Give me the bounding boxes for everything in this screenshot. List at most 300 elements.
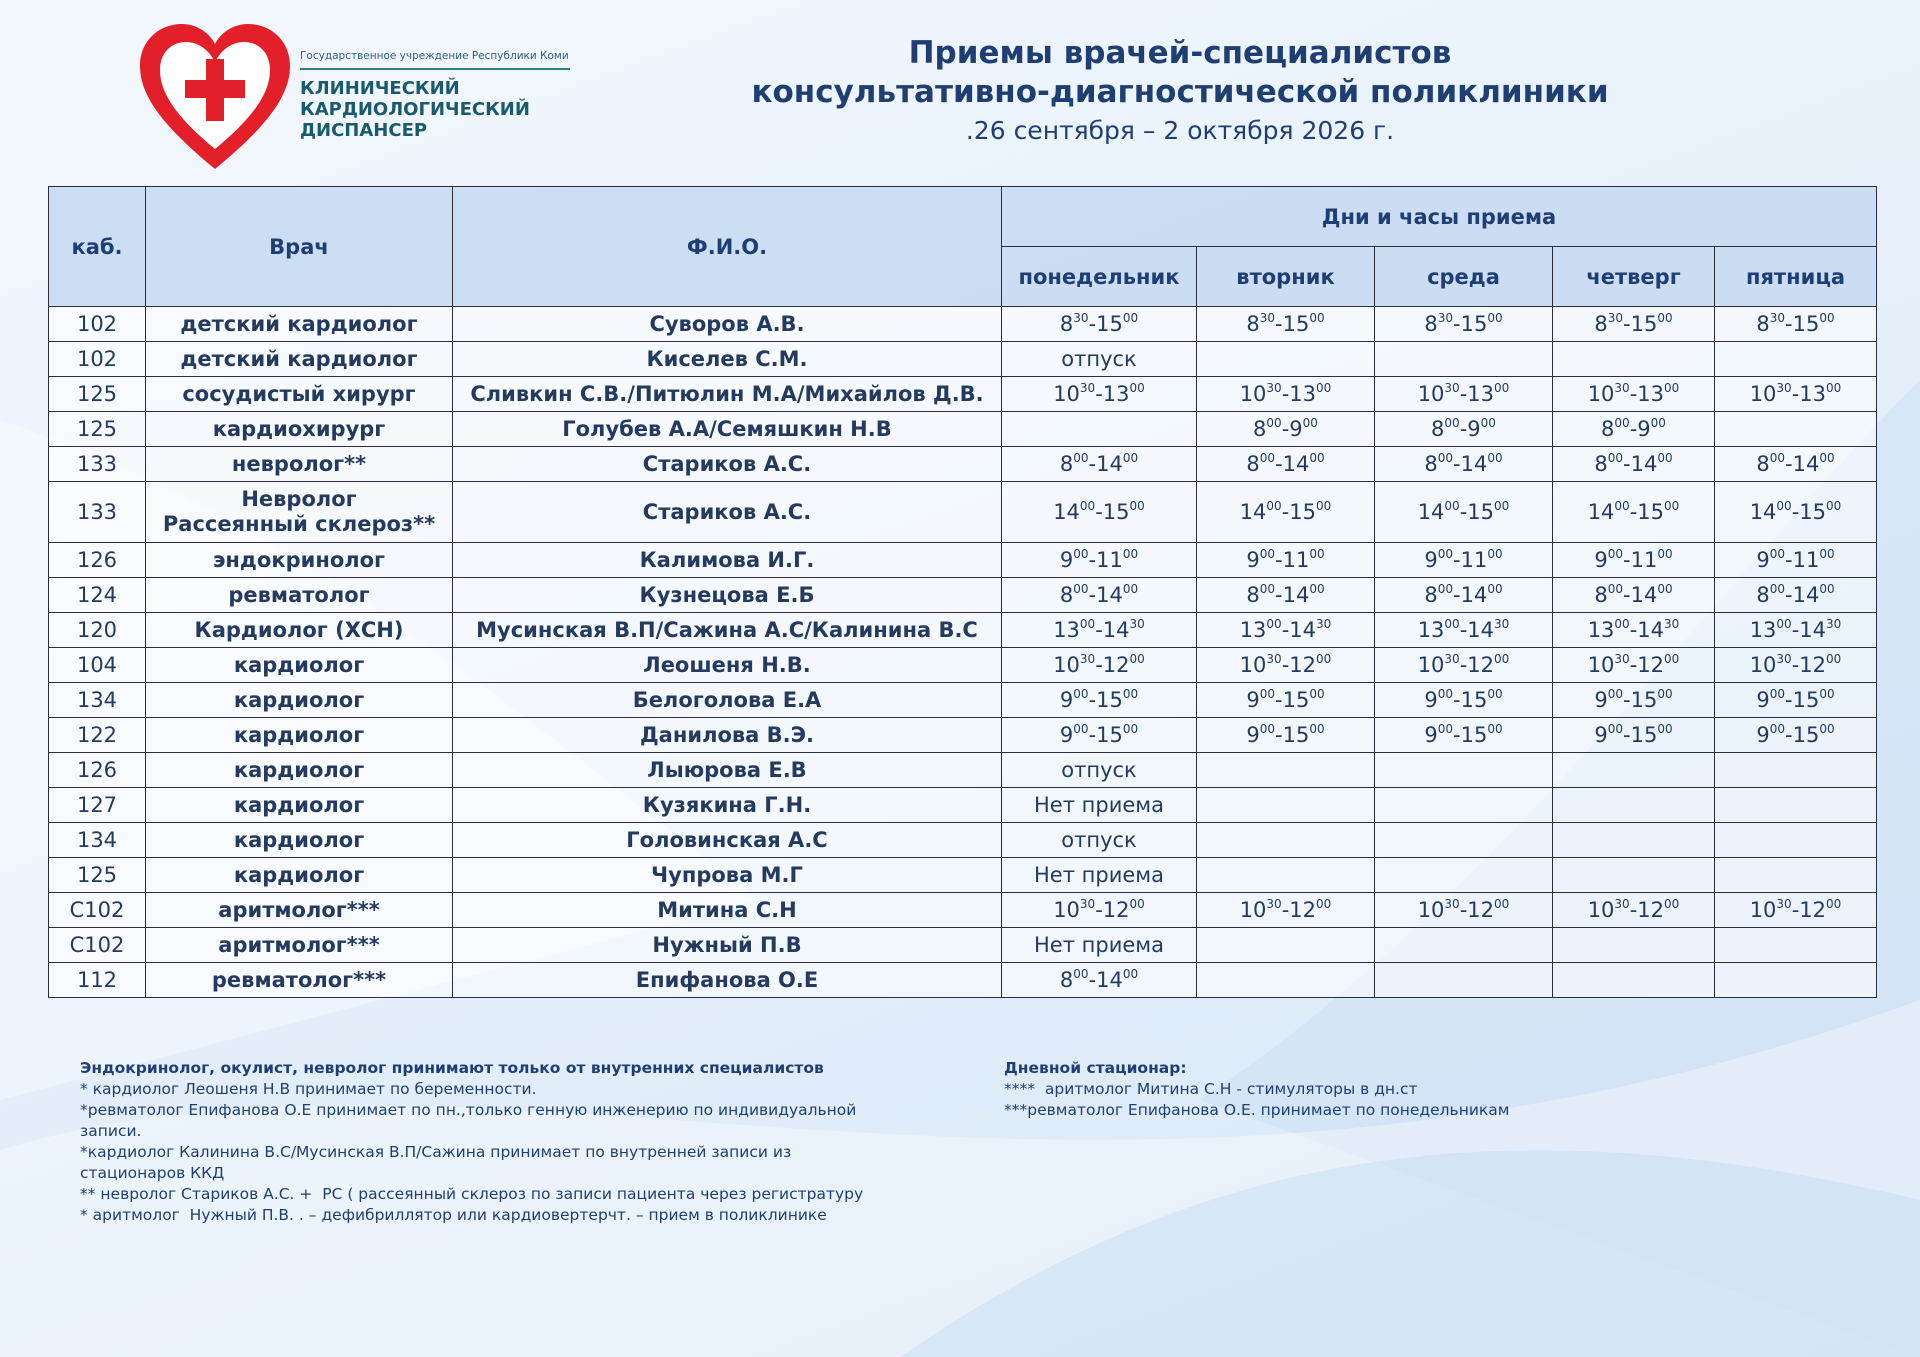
cell-specialty [146,482,453,543]
cell-hours [1375,683,1553,718]
end-hour: 15 [1096,722,1123,747]
start-hour: 10 [1053,897,1080,922]
cell-hours [1002,963,1197,998]
cell-hours [1002,683,1197,718]
start-hour: 10 [1239,652,1267,677]
notes-left-heading: Эндокринолог, окулист, невролог принимают только от внутренних специалистов [80,1059,824,1077]
time-range: $8^{30}-15^{00}$ [1424,310,1503,336]
end-minute: 00 [1302,415,1318,430]
table-row [49,753,1877,788]
end-minute: 30 [1826,616,1842,631]
header-specialty: Врач [146,187,453,307]
cell-room: 133 [49,482,146,543]
start-minute: 00 [1769,721,1786,736]
cell-hours [1375,307,1553,342]
cell-hours [1375,823,1553,858]
specialty-line: эндокринолог [212,547,386,572]
start-minute: 30 [1079,896,1096,911]
cell-hours [1553,412,1715,447]
cell-hours [1002,543,1197,578]
cell-room: 112 [49,963,146,998]
time-range: $8^{00}-14^{00}$ [1246,450,1325,476]
cell-hours [1553,823,1715,858]
table-row [49,342,1877,377]
cell-hours [1715,412,1877,447]
cell-doctor-name: Нужный П.В [453,928,1002,963]
cell-specialty [146,753,453,788]
logo-name-line-3: ДИСПАНСЕР [300,120,428,141]
end-hour: 14 [1289,617,1317,642]
start-hour: 13 [1749,617,1777,642]
cell-hours [1002,447,1197,482]
status-text: отпуск [1061,346,1137,371]
start-hour: 13 [1053,617,1080,642]
end-hour: 15 [1630,687,1658,712]
cell-room: 133 [49,447,146,482]
time-range: $9^{00}-11^{00}$ [1594,546,1673,572]
end-minute: 30 [1664,616,1680,631]
start-hour: 8 [1424,582,1438,607]
cell-room: 127 [49,788,146,823]
time-range: $9^{00}-15^{00}$ [1424,686,1503,712]
end-hour: 12 [1799,652,1827,677]
end-hour: 15 [1102,499,1130,524]
cell-hours [1375,893,1553,928]
table-row [49,823,1877,858]
start-hour: 8 [1594,311,1608,336]
start-hour: 10 [1587,897,1615,922]
start-minute: 00 [1437,546,1454,561]
end-hour: 13 [1467,381,1495,406]
table-row [49,648,1877,683]
end-minute: 00 [1487,310,1503,325]
start-hour: 8 [1246,311,1260,336]
time-range: $10^{30}-13^{00}$ [1587,380,1680,406]
start-minute: 00 [1607,581,1624,596]
logo-org: Государственное учреждение Республики Коми [300,50,570,70]
start-minute: 30 [1769,310,1786,325]
start-hour: 10 [1749,652,1777,677]
start-minute: 00 [1079,498,1096,513]
cell-doctor-name: Кузнецова Е.Б [453,578,1002,613]
time-range: $8^{00}-14^{00}$ [1424,581,1503,607]
end-minute: 00 [1494,896,1510,911]
end-minute: 00 [1129,651,1145,666]
end-minute: 00 [1122,546,1139,561]
end-hour: 14 [1630,451,1658,476]
end-hour: 15 [1282,687,1310,712]
start-minute: 00 [1614,415,1630,430]
cell-doctor-name: Стариков А.С. [453,447,1002,482]
cell-hours [1553,788,1715,823]
end-hour: 15 [1096,687,1123,712]
header-day-mon: понедельник [1002,247,1197,307]
time-range: $10^{30}-12^{00}$ [1749,651,1842,677]
start-hour: 8 [1059,582,1074,607]
time-range: $9^{00}-15^{00}$ [1756,686,1835,712]
cell-hours [1375,543,1553,578]
end-hour: 14 [1282,451,1310,476]
time-range: $8^{00}-9^{00}$ [1431,415,1496,441]
time-range: $10^{30}-12^{00}$ [1053,896,1145,922]
schedule-table [48,186,1877,998]
cell-doctor-name: Белоголова Е.А [453,683,1002,718]
cell-specialty [146,342,453,377]
end-hour: 15 [1289,499,1317,524]
note-line: **** аритмолог Митина С.Н - стимуляторы в дн.ст [1004,1080,1418,1098]
start-minute: 30 [1079,380,1096,395]
end-minute: 00 [1316,896,1332,911]
cell-hours [1002,377,1197,412]
cell-doctor-name: Чупрова М.Г [453,858,1002,893]
start-minute: 00 [1073,450,1089,465]
cell-hours [1715,963,1877,998]
end-minute: 00 [1494,651,1510,666]
cell-hours [1002,307,1197,342]
status-text: Нет приема [1034,932,1164,957]
time-range: $8^{00}-14^{00}$ [1059,581,1139,607]
logo-name [300,78,570,141]
end-hour: 14 [1096,967,1123,992]
cell-hours [1197,788,1375,823]
cell-hours [1553,613,1715,648]
cell-doctor-name: Головинская А.С [453,823,1002,858]
start-hour: 14 [1239,499,1267,524]
cell-hours [1002,858,1197,893]
time-range: $9^{00}-11^{00}$ [1246,546,1325,572]
start-hour: 8 [1059,311,1074,336]
table-row [49,447,1877,482]
end-hour: 15 [1637,499,1665,524]
note-line: *ревматолог Епифанова О.Е принимает по пн.,только генную инженерию по индивидуальной записи. [80,1101,862,1140]
end-hour: 12 [1289,652,1317,677]
start-minute: 30 [1607,310,1624,325]
start-hour: 8 [1059,967,1074,992]
time-range: $8^{00}-14^{00}$ [1424,450,1503,476]
start-minute: 30 [1614,380,1630,395]
cell-hours [1553,858,1715,893]
cell-room: С102 [49,928,146,963]
note-line: ** невролог Стариков А.С. + РС ( рассеянный склероз по записи пациента через регистратуру [80,1185,864,1203]
end-hour: 15 [1282,722,1310,747]
time-range: $8^{00}-14^{00}$ [1059,966,1139,992]
cell-hours [1197,753,1375,788]
cell-hours [1197,893,1375,928]
end-minute: 00 [1122,966,1139,981]
specialty-line: кардиолог [233,687,365,712]
specialty-line: Невролог [241,487,357,511]
start-minute: 00 [1073,546,1089,561]
specialty-line: ревматолог [228,582,370,607]
end-hour: 14 [1460,582,1488,607]
start-hour: 8 [1424,451,1438,476]
end-minute: 00 [1487,581,1503,596]
notes-right-heading: Дневной стационар: [1004,1059,1187,1077]
time-range: $10^{30}-12^{00}$ [1749,896,1842,922]
cell-hours [1553,543,1715,578]
end-hour: 12 [1799,897,1827,922]
end-minute: 30 [1494,616,1510,631]
start-hour: 10 [1417,897,1445,922]
end-minute: 00 [1657,686,1673,701]
start-hour: 9 [1424,547,1438,572]
time-range: $8^{30}-15^{00}$ [1756,310,1835,336]
cell-hours [1375,928,1553,963]
table-row [49,718,1877,753]
start-minute: 00 [1769,450,1786,465]
start-minute: 00 [1259,546,1276,561]
title-line-1: Приемы врачей-специалистов [908,35,1452,71]
cell-hours [1375,342,1553,377]
start-minute: 00 [1259,581,1276,596]
start-minute: 00 [1614,616,1630,631]
cell-doctor-name: Суворов А.В. [453,307,1002,342]
end-hour: 15 [1460,687,1488,712]
time-range: $10^{30}-12^{00}$ [1417,896,1510,922]
start-hour: 10 [1053,381,1080,406]
end-minute: 00 [1309,450,1325,465]
time-range: $9^{00}-15^{00}$ [1059,686,1139,712]
cell-hours [1197,823,1375,858]
end-minute: 00 [1122,581,1139,596]
time-range: $8^{00}-14^{00}$ [1246,581,1325,607]
end-hour: 15 [1460,722,1488,747]
cell-hours [1375,858,1553,893]
end-minute: 00 [1657,581,1673,596]
cell-hours [1375,718,1553,753]
end-minute: 00 [1122,686,1139,701]
end-minute: 00 [1487,546,1503,561]
start-minute: 00 [1444,415,1460,430]
cell-hours [1715,482,1877,543]
cell-hours [1553,342,1715,377]
table-row [49,377,1877,412]
cell-hours [1197,683,1375,718]
cell-hours [1197,342,1375,377]
note-line: * кардиолог Леошеня Н.В принимает по беременности. [80,1080,537,1098]
time-range: $9^{00}-15^{00}$ [1594,721,1673,747]
cell-doctor-name: Леошеня Н.В. [453,648,1002,683]
time-range: $9^{00}-11^{00}$ [1059,546,1139,572]
end-hour: 15 [1460,311,1488,336]
time-range: $10^{30}-12^{00}$ [1587,896,1680,922]
start-minute: 00 [1444,498,1460,513]
start-hour: 10 [1749,897,1777,922]
cell-specialty [146,683,453,718]
start-hour: 9 [1059,687,1074,712]
cell-hours [1375,613,1553,648]
specialty-line: кардиолог [233,827,365,852]
cell-specialty [146,858,453,893]
start-hour: 13 [1239,617,1267,642]
cell-hours [1197,718,1375,753]
cell-hours [1715,648,1877,683]
specialty-line: невролог** [231,451,367,476]
start-hour: 9 [1594,547,1608,572]
end-hour: 14 [1637,617,1665,642]
cell-hours [1002,342,1197,377]
specialty-line: детский кардиолог [180,346,418,371]
start-minute: 00 [1437,581,1454,596]
end-minute: 00 [1826,896,1842,911]
start-minute: 30 [1073,310,1089,325]
logo-text [300,50,570,141]
cell-specialty [146,718,453,753]
start-minute: 30 [1259,310,1276,325]
start-minute: 30 [1444,896,1460,911]
time-range: $13^{00}-14^{30}$ [1417,616,1510,642]
end-minute: 00 [1316,498,1332,513]
specialty-line: аритмолог*** [218,897,380,922]
end-hour: 15 [1282,311,1310,336]
logo-name-line-1: КЛИНИЧЕСКИЙ [300,78,460,99]
time-range: $13^{00}-14^{30}$ [1749,616,1842,642]
cell-hours [1715,578,1877,613]
specialty-line: аритмолог*** [218,932,380,957]
start-minute: 30 [1266,380,1282,395]
start-minute: 30 [1614,896,1630,911]
cell-hours [1553,718,1715,753]
start-hour: 8 [1424,311,1438,336]
end-hour: 14 [1102,617,1130,642]
specialty-line: ревматолог*** [211,967,387,992]
start-minute: 30 [1444,380,1460,395]
cell-specialty [146,412,453,447]
notes-right [1004,1058,1604,1121]
time-range: $13^{00}-14^{30}$ [1239,616,1332,642]
start-hour: 9 [1246,722,1260,747]
cell-hours [1553,683,1715,718]
end-minute: 00 [1487,450,1503,465]
table-row [49,412,1877,447]
time-range: $10^{30}-13^{00}$ [1749,380,1842,406]
start-hour: 10 [1587,652,1615,677]
start-minute: 30 [1437,310,1454,325]
start-minute: 00 [1266,616,1282,631]
header-day-wed: среда [1375,247,1553,307]
start-minute: 30 [1614,651,1630,666]
cell-hours [1715,307,1877,342]
status-text: отпуск [1061,827,1137,852]
end-minute: 00 [1487,721,1503,736]
end-minute: 00 [1309,686,1325,701]
cell-hours [1715,753,1877,788]
end-hour: 14 [1096,451,1123,476]
end-hour: 12 [1637,897,1665,922]
end-hour: 9 [1289,416,1303,441]
time-range: $8^{00}-14^{00}$ [1756,581,1835,607]
time-range: $10^{30}-12^{00}$ [1239,651,1332,677]
start-minute: 00 [1259,721,1276,736]
start-minute: 30 [1079,651,1096,666]
cell-specialty [146,578,453,613]
note-line: * аритмолог Нужный П.В. . – дефибриллятор или кардиовертерчт. – прием в поликлинике [80,1206,827,1224]
cell-doctor-name: Калимова И.Г. [453,543,1002,578]
cell-hours [1002,753,1197,788]
start-hour: 9 [1424,722,1438,747]
cell-hours [1197,447,1375,482]
cell-room: 120 [49,613,146,648]
time-range: $8^{30}-15^{00}$ [1246,310,1325,336]
end-minute: 00 [1316,651,1332,666]
end-minute: 00 [1129,896,1145,911]
end-hour: 15 [1792,311,1820,336]
end-minute: 00 [1316,380,1332,395]
end-hour: 9 [1637,416,1651,441]
table-row [49,613,1877,648]
end-hour: 14 [1799,617,1827,642]
start-hour: 10 [1587,381,1615,406]
start-hour: 9 [1756,722,1770,747]
start-minute: 00 [1607,450,1624,465]
start-hour: 9 [1424,687,1438,712]
end-minute: 00 [1819,581,1835,596]
cell-specialty [146,447,453,482]
cell-hours [1553,377,1715,412]
cell-hours [1197,858,1375,893]
start-hour: 8 [1594,582,1608,607]
start-minute: 00 [1437,450,1454,465]
cell-hours [1715,928,1877,963]
time-range: $10^{30}-12^{00}$ [1587,651,1680,677]
specialty-line: кардиолог [233,652,365,677]
heart-cross-icon [140,24,290,174]
start-hour: 8 [1059,451,1074,476]
cell-hours [1197,578,1375,613]
cell-hours [1553,928,1715,963]
start-hour: 8 [1601,416,1615,441]
time-range: $8^{00}-14^{00}$ [1756,450,1835,476]
end-minute: 00 [1650,415,1666,430]
end-hour: 12 [1637,652,1665,677]
end-minute: 00 [1122,310,1139,325]
page-title [700,34,1660,148]
start-hour: 9 [1059,547,1074,572]
end-minute: 00 [1309,581,1325,596]
end-hour: 14 [1096,582,1123,607]
specialty-line: кардиолог [233,862,365,887]
end-minute: 00 [1309,546,1325,561]
start-hour: 10 [1239,897,1267,922]
clinic-logo [140,24,569,174]
end-minute: 00 [1826,380,1842,395]
cell-hours [1002,482,1197,543]
cell-room: 134 [49,823,146,858]
end-hour: 14 [1792,582,1820,607]
time-range: $8^{00}-14^{00}$ [1594,581,1673,607]
start-minute: 00 [1073,721,1089,736]
end-hour: 15 [1467,499,1495,524]
time-range: $10^{30}-13^{00}$ [1053,380,1145,406]
end-minute: 00 [1309,721,1325,736]
cell-doctor-name: Епифанова О.Е [453,963,1002,998]
table-row [49,858,1877,893]
end-minute: 00 [1819,686,1835,701]
time-range: $9^{00}-15^{00}$ [1246,721,1325,747]
end-minute: 00 [1664,896,1680,911]
cell-hours [1553,648,1715,683]
end-minute: 30 [1129,616,1145,631]
time-range: $14^{00}-15^{00}$ [1239,498,1332,524]
start-minute: 00 [1073,581,1089,596]
time-range: $14^{00}-15^{00}$ [1749,498,1842,524]
table-row [49,928,1877,963]
start-minute: 00 [1607,721,1624,736]
start-hour: 8 [1431,416,1445,441]
cell-hours [1197,613,1375,648]
cell-room: 102 [49,307,146,342]
end-hour: 15 [1799,499,1827,524]
